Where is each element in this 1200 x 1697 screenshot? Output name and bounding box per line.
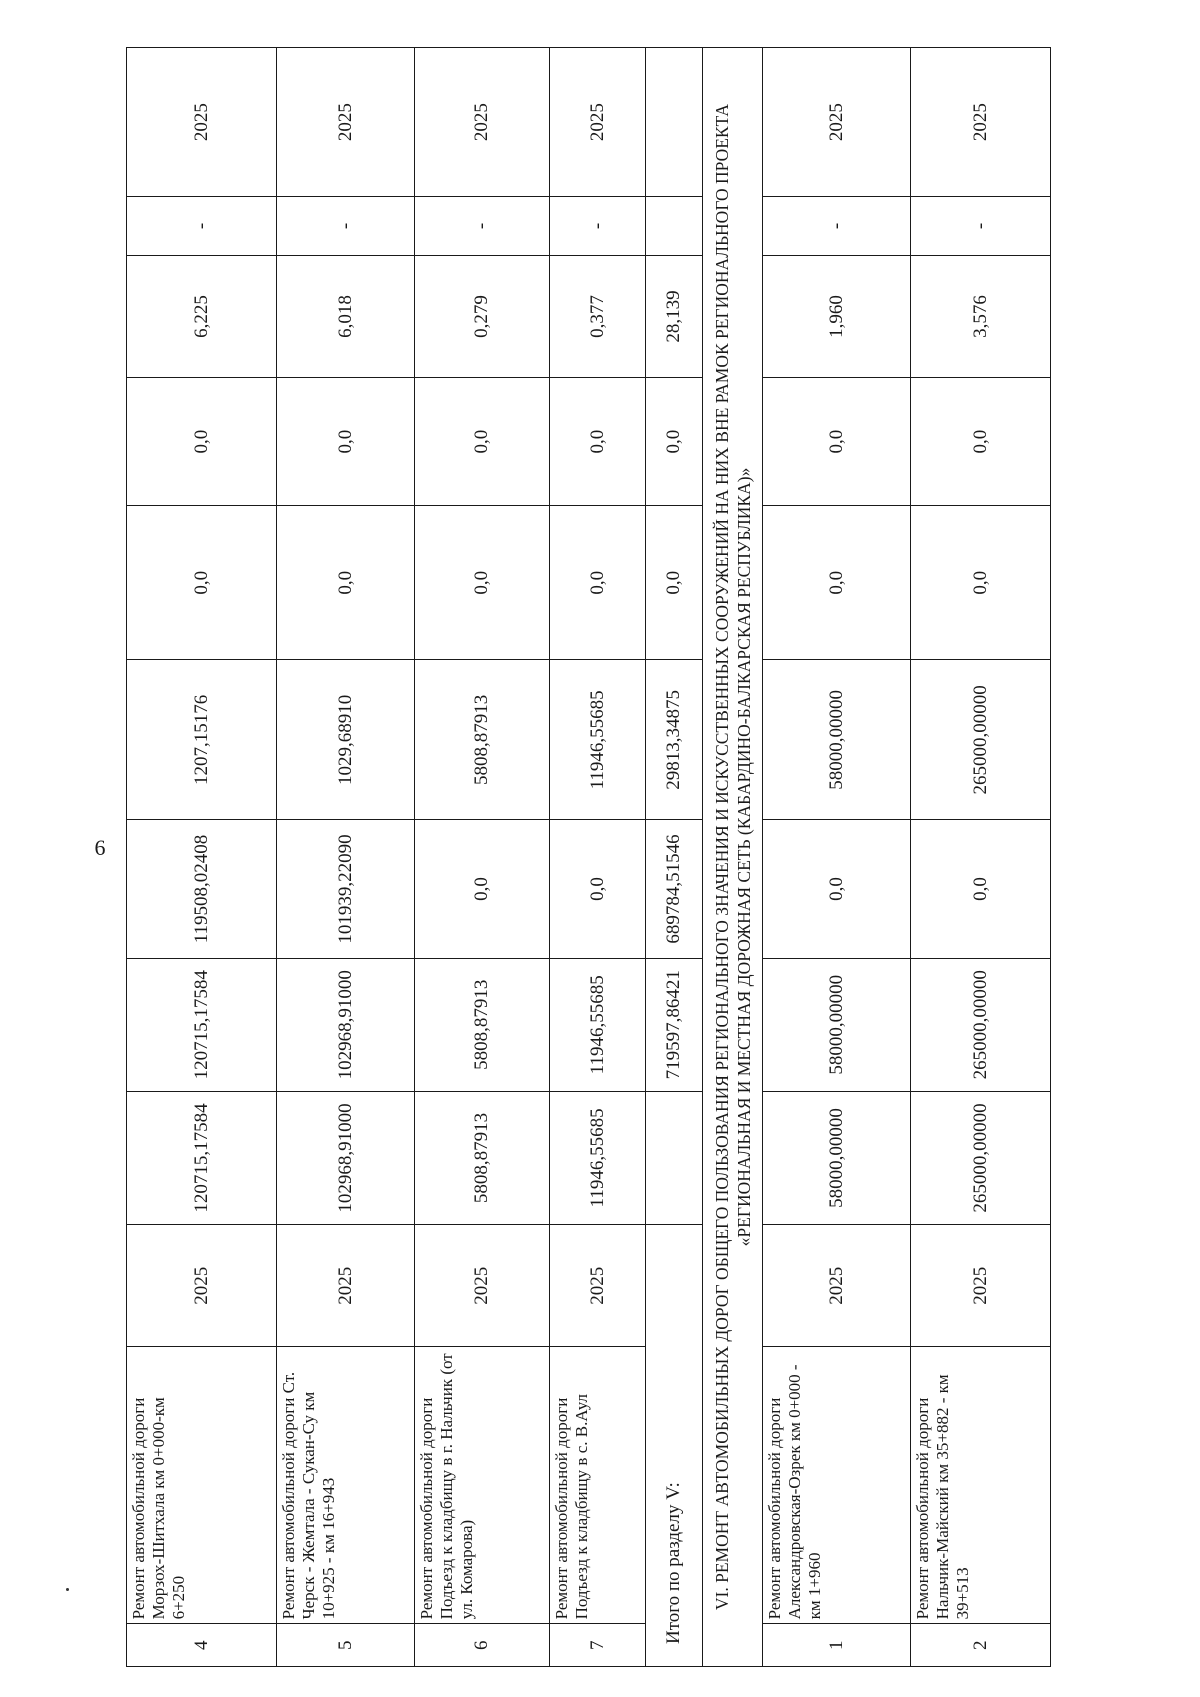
road-name: Ремонт автомобильной дороги Александровская-Озрек км 0+000 - км 1+960: [763, 1347, 911, 1624]
extra-value: -: [550, 197, 646, 256]
completion-year: 2025: [763, 48, 911, 197]
table-row: [277, 48, 415, 1667]
total-cost-total: [646, 1091, 703, 1224]
cost-plan: 120715,17584: [127, 958, 277, 1091]
cost-regional: 1207,15176: [127, 660, 277, 820]
cost-other-1: 0,0: [911, 506, 1051, 660]
cost-total: 11946,55685: [550, 1091, 646, 1224]
cost-other-2: 0,0: [763, 378, 911, 506]
cost-other-1: 0,0: [550, 506, 646, 660]
cost-plan: 102968,91000: [277, 958, 415, 1091]
length-km: 3,576: [911, 255, 1051, 377]
cost-other-2: 0,0: [550, 378, 646, 506]
extra-value: -: [911, 197, 1051, 256]
row-number: 4: [127, 1624, 277, 1667]
row-number: 6: [415, 1624, 550, 1667]
completion-year: 2025: [127, 48, 277, 197]
total-c4: 29813,34875: [646, 660, 703, 820]
road-name: Ремонт автомобильной дороги Морзох-Шитхала км 0+000-км 6+250: [127, 1347, 277, 1624]
road-name: Ремонт автомобильной дороги Подъезд к кладбищу в г. Нальчик (от ул. Комарова): [415, 1347, 550, 1624]
year: 2025: [277, 1225, 415, 1347]
length-km: 0,279: [415, 255, 550, 377]
completion-year: 2025: [415, 48, 550, 197]
year: 2025: [911, 1225, 1051, 1347]
cost-federal: 101939,22090: [277, 820, 415, 958]
cost-other-1: 0,0: [127, 506, 277, 660]
table-row: [127, 48, 277, 1667]
total-c3: 689784,51546: [646, 820, 703, 958]
cost-total: 102968,91000: [277, 1091, 415, 1224]
length-km: 0,377: [550, 255, 646, 377]
total-label: Итого по разделу V:: [646, 1225, 703, 1667]
cost-regional: 265000,00000: [911, 660, 1051, 820]
cost-plan: 5808,87913: [415, 958, 550, 1091]
row-number: 2: [911, 1624, 1051, 1667]
total-row: [646, 48, 703, 1667]
cost-other-1: 0,0: [277, 506, 415, 660]
cost-federal: 0,0: [550, 820, 646, 958]
cost-other-1: 0,0: [763, 506, 911, 660]
extra-value: -: [763, 197, 911, 256]
cost-total: 120715,17584: [127, 1091, 277, 1224]
cost-federal: 0,0: [415, 820, 550, 958]
section-header-row: [703, 48, 763, 1667]
cost-other-2: 0,0: [277, 378, 415, 506]
completion-year: 2025: [277, 48, 415, 197]
year: 2025: [550, 1225, 646, 1347]
total-extra: [646, 197, 703, 256]
cost-total: 265000,00000: [911, 1091, 1051, 1224]
year: 2025: [763, 1225, 911, 1347]
section-title: VI. РЕМОНТ АВТОМОБИЛЬНЫХ ДОРОГ ОБЩЕГО ПОЛЬЗОВАНИЯ РЕГИОНАЛЬНОГО ЗНАЧЕНИЯ И ИСКУССТВЕННЫХ СООРУЖЕНИЙ НА НИХ ВНЕ РАМОК РЕГИОНАЛЬНОГО ПРОЕКТА «РЕГИОНАЛЬНАЯ И МЕСТНАЯ ДОРОЖНАЯ СЕТЬ (КАБАРДИНО-БАЛКАРСКАЯ РЕСПУБЛИКА)»: [703, 48, 763, 1667]
completion-year: 2025: [550, 48, 646, 197]
total-c2: 719597,86421: [646, 958, 703, 1091]
year: 2025: [415, 1225, 550, 1347]
road-name: Ремонт автомобильной дороги Ст. Черск - Жемтала - Сукан-Су км 10+925 - км 16+943: [277, 1347, 415, 1624]
extra-value: -: [277, 197, 415, 256]
year: 2025: [127, 1225, 277, 1347]
page-number: 6: [94, 835, 106, 860]
cost-other-2: 0,0: [911, 378, 1051, 506]
total-c7: 28,139: [646, 255, 703, 377]
table-row: [415, 48, 550, 1667]
row-number: 7: [550, 1624, 646, 1667]
cost-federal: 119508,02408: [127, 820, 277, 958]
road-name: Ремонт автомобильной дороги Подъезд к кладбищу в с. В.Аул: [550, 1347, 646, 1624]
completion-year: 2025: [911, 48, 1051, 197]
total-c5: 0,0: [646, 506, 703, 660]
table-row: [911, 48, 1051, 1667]
cost-plan: 11946,55685: [550, 958, 646, 1091]
extra-value: -: [127, 197, 277, 256]
cost-regional: 58000,00000: [763, 660, 911, 820]
cost-plan: 58000,00000: [763, 958, 911, 1091]
data-table: [126, 47, 1051, 1667]
row-number: 5: [277, 1624, 415, 1667]
cost-federal: 0,0: [763, 820, 911, 958]
cost-federal: 0,0: [911, 820, 1051, 958]
extra-value: -: [415, 197, 550, 256]
cost-regional: 11946,55685: [550, 660, 646, 820]
cost-regional: 1029,68910: [277, 660, 415, 820]
cost-regional: 5808,87913: [415, 660, 550, 820]
cost-other-2: 0,0: [415, 378, 550, 506]
cost-total: 58000,00000: [763, 1091, 911, 1224]
total-c6: 0,0: [646, 378, 703, 506]
length-km: 1,960: [763, 255, 911, 377]
cost-other-2: 0,0: [127, 378, 277, 506]
table-row: [763, 48, 911, 1667]
length-km: 6,018: [277, 255, 415, 377]
cost-total: 5808,87913: [415, 1091, 550, 1224]
road-name: Ремонт автомобильной дороги Нальчик-Майский км 35+882 - км 39+513: [911, 1347, 1051, 1624]
total-year: [646, 48, 703, 197]
road-repair-table: [126, 47, 1016, 1667]
length-km: 6,225: [127, 255, 277, 377]
table-row: [550, 48, 646, 1667]
row-number: 1: [763, 1624, 911, 1667]
cost-other-1: 0,0: [415, 506, 550, 660]
cost-plan: 265000,00000: [911, 958, 1051, 1091]
